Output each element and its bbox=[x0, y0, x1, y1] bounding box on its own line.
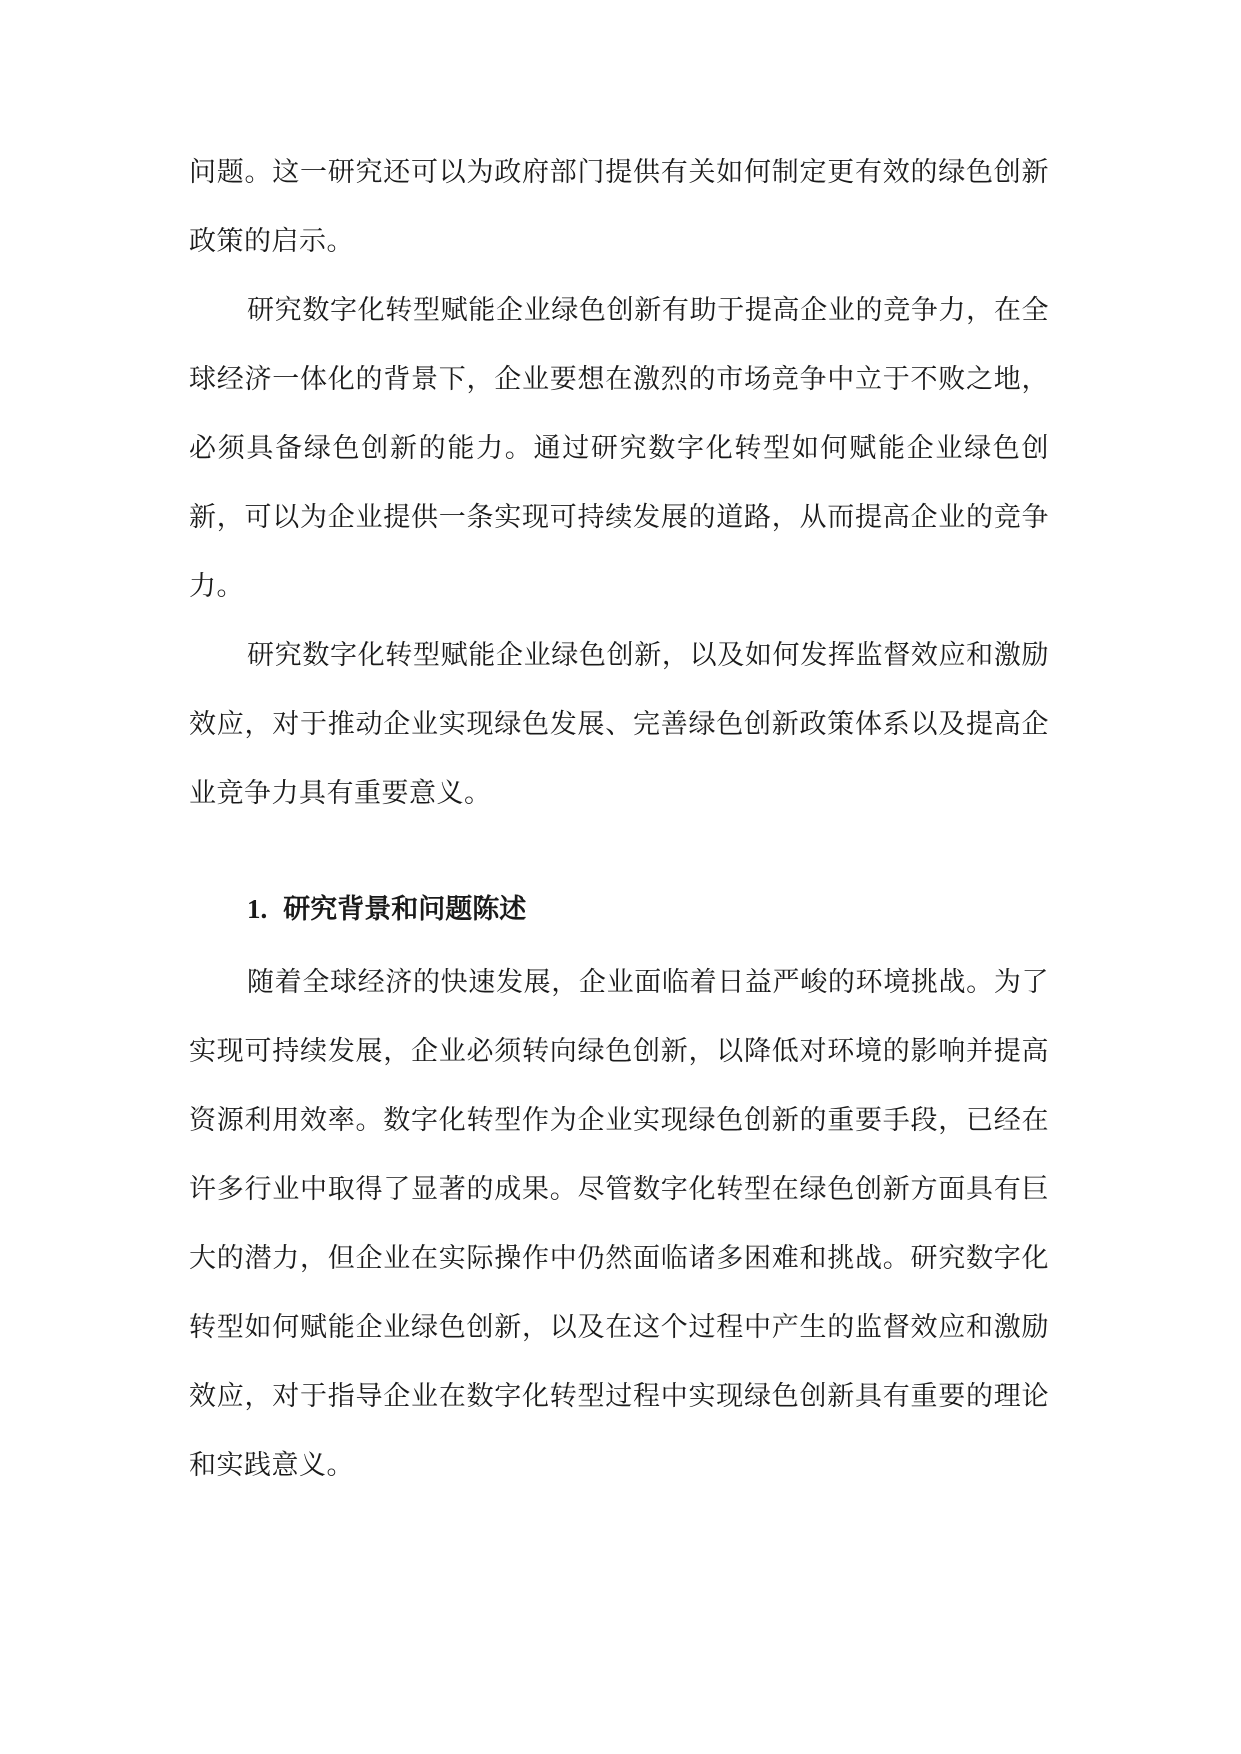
paragraph-continuation: 问题。这一研究还可以为政府部门提供有关如何制定更有效的绿色创新政策的启示。 bbox=[189, 157, 1049, 257]
document-body bbox=[189, 138, 1049, 1500]
section-heading bbox=[189, 875, 1049, 944]
section-number: 1. bbox=[247, 894, 268, 924]
paragraph-competitiveness: 研究数字化转型赋能企业绿色创新有助于提高企业的竞争力，在全球经济一体化的背景下，企业要想在激烈的市场竞争中立于不败之地，必须具备绿色创新的能力。通过研究数字化转型如何赋能企业绿色创新，可以为企业提供一条实现可持续发展的道路，从而提高企业的竞争力。 bbox=[189, 295, 1049, 602]
paragraph-background: 随着全球经济的快速发展，企业面临着日益严峻的环境挑战。为了实现可持续发展，企业必须转向绿色创新，以降低对环境的影响并提高资源利用效率。数字化转型作为企业实现绿色创新的重要手段，已经在许多行业中取得了显著的成果。尽管数字化转型在绿色创新方面具有巨大的潜力，但企业在实际操作中仍然面临诸多困难和挑战。研究数字化转型如何赋能企业绿色创新，以及在这个过程中产生的监督效应和激励效应，对于指导企业在数字化转型过程中实现绿色创新具有重要的理论和实践意义。 bbox=[189, 967, 1049, 1481]
section-title: 研究背景和问题陈述 bbox=[283, 894, 527, 925]
paragraph-significance: 研究数字化转型赋能企业绿色创新，以及如何发挥监督效应和激励效应，对于推动企业实现绿色发展、完善绿色创新政策体系以及提高企业竞争力具有重要意义。 bbox=[189, 640, 1049, 809]
